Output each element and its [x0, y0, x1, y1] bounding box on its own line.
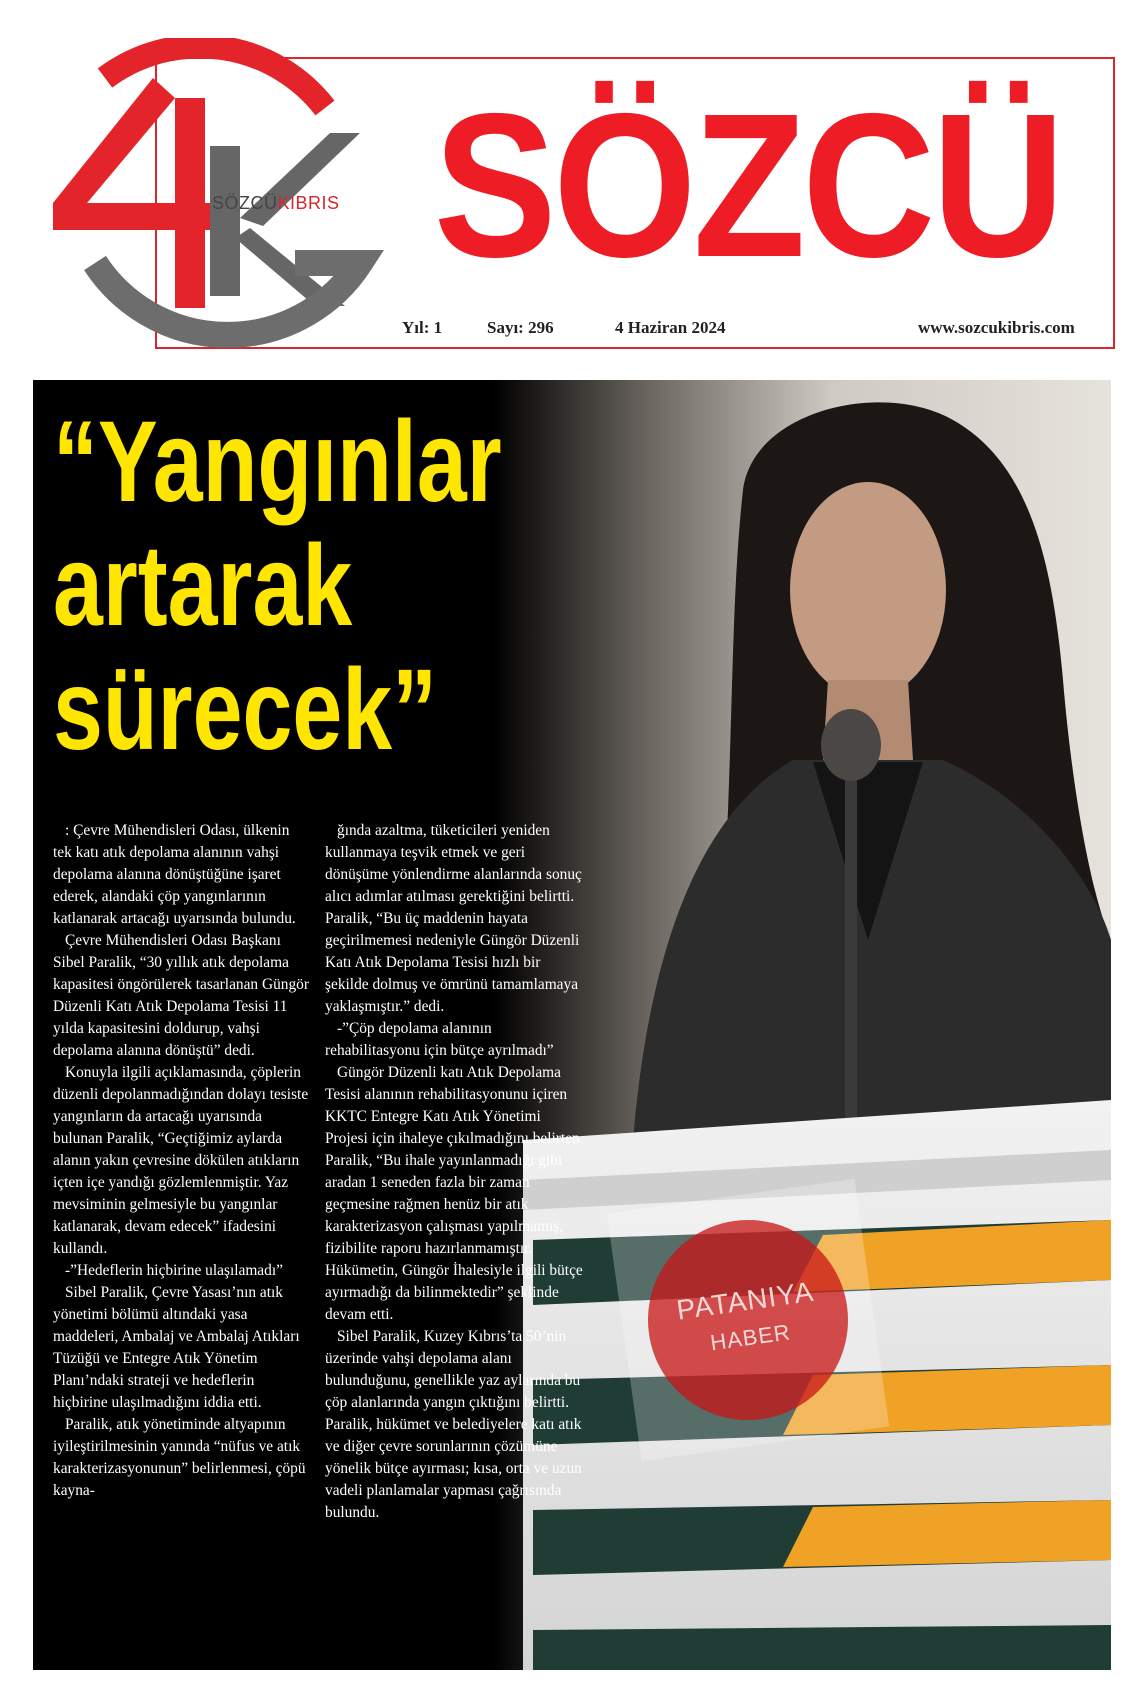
article-panel	[33, 380, 1111, 1670]
subheading: -”Çöp depolama alanının rehabilitasyonu için bütçe ayrılmadı”	[325, 1020, 554, 1059]
paragraph: Güngör Düzenli katı Atık Depolama Tesisi alanının rehabilitasyonunu içiren KKTC Entegre Katı Atık Yönetimi Projesi için ihaleye çıkılmadığını belirten Paralik, “Bu ihale yayınlanmadığı gibi aradan 1 seneden fazla bir zaman geçmesine rağmen henüz bir atık karakterizasyon çalışması yapılmamış, fizibilite raporu hazırlanmamıştır. Hükümetin, Güngör İhalesiyle ilgili bütçe ayırmadığı da bilinmektedir” şeklinde devam etti.	[325, 1064, 583, 1323]
paragraph: Sibel Paralik, Kuzey Kıbrıs’ta 50’nin üzerinde vahşi depolama alanı bulunduğunu, genellikle yaz aylarında bu çöp alanlarında yangın çıktığını belirtti. Paralik, hükümet ve belediyelere katı atık ve diğer çevre sorunlarının çözümüne yönelik bütçe ayırması; kısa, orta ve uzun vadeli planlamalar yapması çağrısında bulundu.	[325, 1328, 582, 1521]
headline-line-3: sürecek”	[53, 646, 437, 774]
paragraph: ğında azaltma, tüketicileri yeniden kullanmaya teşvik etmek ve geri dönüşüme yönlendirme alanlarında sonuç alıcı adımlar atılması gerektiğini belirtti. Paralik, “Bu üç maddenin hayata geçirilmemesi nedeniyle Güngör Düzenli Katı Atık Depolama Tesisi hızlı bir şekilde dolmuş ve ömrünü tamamlamaya yaklaşmıştır.” dedi.	[325, 822, 582, 1015]
paragraph: Konuyla ilgili açıklamasında, çöplerin düzenli depolanmadığından dolayı tesiste yangınların da artacağı uyarısında bulunan Paralik, “Geçtiğimiz aylarda alanın yakın çevresine dökülen atıkların içten içe yandığı gözlemlenmiştir. Yaz mevsiminin gelmesiyle bu yangınlar katlanarak, devam edecek” ifadesini kullandı.	[53, 1064, 309, 1257]
masthead-title: SÖZCÜ	[433, 71, 1062, 300]
speaker-photo	[493, 380, 1111, 1670]
logo-label-regular: SÖZCÜ	[212, 193, 278, 213]
issue-year: Yıl: 1	[402, 318, 443, 337]
issue-date: 4 Haziran 2024	[615, 318, 726, 337]
watermark-line-1: PATANIYA	[674, 1275, 816, 1326]
issue-number: Sayı: 296	[487, 318, 554, 337]
subheading: -”Hedeflerin hiçbirine ulaşılamadı”	[65, 1262, 283, 1279]
headline-line-1: “Yangınlar	[53, 398, 502, 526]
logo-label-bold: KIBRIS	[277, 193, 340, 213]
article-column-1	[53, 820, 311, 1502]
article-column-2	[325, 820, 583, 1524]
paragraph: : Çevre Mühendisleri Odası, ülkenin tek katı atık depolama alanının vahşi depolama alanına dönüştüğüne işaret ederek, alandaki çöp yangınlarının katlanarak artacağı uyarısında bulundu.	[53, 822, 296, 927]
paragraph: Çevre Mühendisleri Odası Başkanı Sibel Paralik, “30 yıllık atık depolama kapasitesi öngörülerek tasarlanan Güngör Düzenli Katı Atık Depolama Tesisi 11 yılda kapasitesini doldurup, vahşi depolama alanına dönüştü” dedi.	[53, 932, 309, 1059]
watermark-line-2: HABER	[708, 1319, 793, 1356]
logo-label	[212, 193, 340, 214]
pataniya-watermark	[607, 1179, 889, 1461]
headline-line-2: artarak	[53, 522, 353, 650]
headline	[53, 400, 552, 772]
paragraph: Sibel Paralik, Çevre Yasası’nın atık yönetimi bölümü altındaki yasa maddeleri, Ambalaj ve Ambalaj Atıkları Tüzüğü ve Entegre Atık Yönetim Planı’ndaki strateji ve hedeflerin hiçbirine ulaşılmadığını iddia etti.	[53, 1284, 300, 1411]
website-url[interactable]: www.sozcukibris.com	[918, 318, 1075, 337]
paragraph: Paralik, atık yönetiminde altyapının iyileştirilmesinin yanında “nüfus ve atık karakterizasyonunun” belirlenmesi, çöpü kayna-	[53, 1416, 306, 1499]
